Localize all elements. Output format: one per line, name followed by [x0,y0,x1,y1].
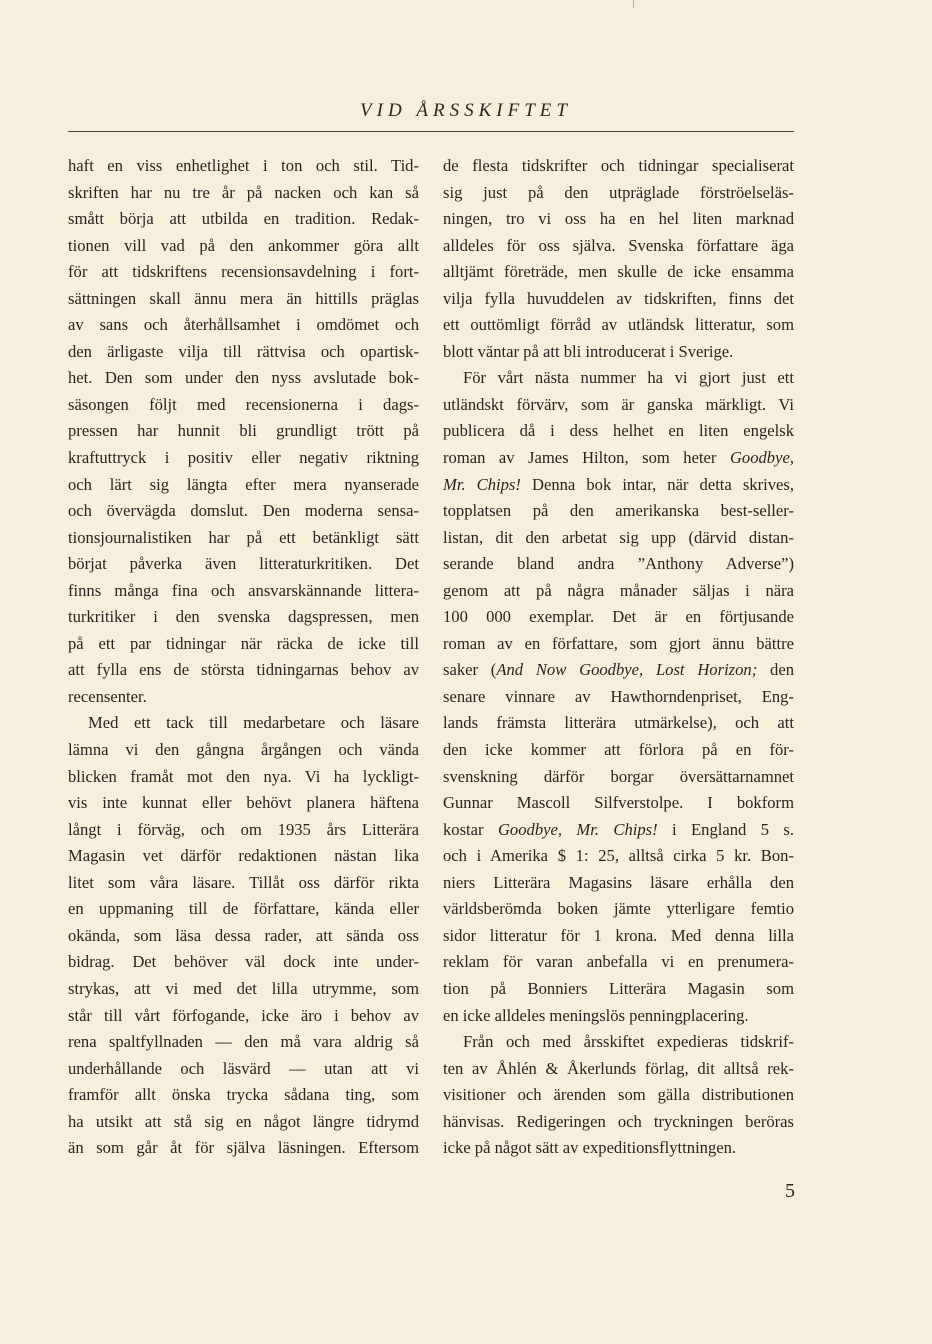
text-line: turkritiker i den svenska dagspressen, men [68,607,419,627]
right-column [443,153,794,1162]
text-line [443,817,794,844]
text-line: För vårt nästa nummer ha vi gjort just ett [463,368,794,388]
text-line: Från och med årsskiftet expedieras tidskrif- [463,1032,794,1052]
text-line: underhållande och läsvärd — utan att vi [68,1058,419,1078]
text-line: sig just på den utpräglade förströelseläs- [443,182,794,202]
text-line: reklam för varan anbefalla vi en prenumera- [443,952,794,972]
header-rule [68,131,794,132]
text-line: att fylla ens de största tidningarnas behov av [68,660,419,680]
italic-title: Goodbye, [729,448,794,468]
text-line: Magasin vet därför redaktionen nästan lika [68,846,419,866]
text-line: vis inte kunnat eller behövt planera häftena [68,793,419,813]
text-line: visitioner och ärenden som gälla distributionen [443,1085,794,1105]
text-line: kraftuttryck i positiv eller negativ riktning [68,448,419,468]
text-segment: i England 5 s. [657,819,795,839]
text-line: och i Amerika $ 1: 25, alltså cirka 5 kr. Bon- [443,846,794,866]
text-line: finns många fina och ansvarskännande littera- [68,580,419,600]
text-line: den icke kommer att förlora på en för- [443,740,794,760]
text-line: säsongen följt med recensionerna i dags- [68,394,419,414]
text-line: sättningen skall ännu mera än hittills präglas [68,288,419,308]
text-line: blott väntar på att bli introducerat i Sverige. [443,341,734,361]
text-segment: roman av James Hilton, som heter [443,448,730,468]
text-line: listan, dit den arbetat sig upp (därvid distan- [443,527,794,547]
text-line: och övervägda domslut. Den moderna sensa- [68,501,419,521]
left-column [68,153,419,1162]
text-line: rena spaltfyllnaden — den må vara aldrig så [68,1032,419,1052]
page-edge-mark [633,0,634,8]
text-line: skriften har nu tre år på nacken och kan så [68,182,419,202]
text-line: okända, som läsa dessa rader, att sända oss [68,925,419,945]
text-segment: kostar [443,819,498,839]
text-line [443,472,794,499]
text-segment: den [757,660,795,680]
text-line: ett outtömligt förråd av utländsk litteratur, som [443,315,794,335]
text-line: de flesta tidskrifter och tidningar specialiserat [443,156,794,175]
text-line: börjat påverka även litteraturkritiken. Det [68,554,419,574]
text-line: pressen har hunnit bli grundligt trött på [68,421,419,441]
text-line: den ärligaste vilja till rättvisa och opartisk- [68,341,419,361]
text-line: ha utsikt att stå sig en något längre tidrymd [68,1111,419,1131]
text-line: står till vårt förfogande, icke äro i behov av [68,1005,419,1025]
text-line: roman av en författare, som gjort ännu bättre [443,633,794,653]
text-line: icke på något sätt av expeditionsflyttningen. [443,1138,737,1158]
text-line: hänvisas. Redigeringen och tryckningen beröras [443,1111,794,1131]
text-line: recensenter. [68,686,147,706]
text-line: långt i förväg, och om 1935 års Litterära [68,819,419,839]
text-line: lämna vi den gångna årgången och vända [68,740,419,760]
text-segment: saker ( [443,660,497,680]
text-line: tionsjournalistiken har på ett betänkligt sätt [68,527,419,547]
text-line: framför allt önska trycka sådana ting, som [68,1085,419,1105]
text-segment: Denna bok intar, när detta skrives, [520,474,795,494]
text-line: bidrag. Det behöver väl dock inte under- [68,952,419,972]
text-line [443,657,794,684]
text-line: topplatsen på den amerikanska best-seller- [443,501,794,521]
text-line: vilja fylla huvuddelen av tidskriften, finns det [443,288,794,308]
text-line: tion på Bonniers Litterära Magasin som [443,978,794,998]
text-line: för att tidskriftens recensionsavdelning i fort- [68,262,419,282]
text-line: lands främsta litterära utmärkelse), och att [443,713,794,733]
text-line: serande bland andra ”Anthony Adverse”) [443,554,794,574]
text-line: sidor litteratur för 1 krona. Med denna lilla [443,925,794,945]
text-line: utländskt förvärv, som är ganska märkligt. Vi [443,394,794,414]
text-line: strykas, att vi med det lilla utrymme, som [68,978,419,998]
text-line: och lärt sig längta efter mera nyanserade [68,474,419,494]
text-line: världsberömda boken jämte ytterligare femtio [443,899,794,919]
text-line: haft en viss enhetlighet i ton och stil. Tid- [68,156,419,175]
text-line: ningen, tro vi oss ha en hel liten marknad [443,209,794,229]
text-line: en uppmaning till de författare, kända eller [68,899,419,919]
text-line: tionen vill vad på den ankommer göra allt [68,235,419,255]
text-line: än som går åt för själva läsningen. Eftersom [68,1138,419,1158]
text-line: smått börja att utbilda en tradition. Redak- [68,209,419,229]
text-line: alldeles för oss själva. Svenska författare äga [443,235,794,255]
text-line: publicera då i dess helhet en liten engelsk [443,421,794,441]
text-line: Gunnar Mascoll Silfverstolpe. I bokform [443,793,794,813]
running-header: VID ÅRSSKIFTET [360,100,572,121]
italic-title: Goodbye, Mr. Chips! [497,819,658,839]
text-line [443,445,794,472]
text-line: Med ett tack till medarbetare och läsare [88,713,419,733]
text-line: på ett par tidningar när räcka de icke till [68,633,419,653]
text-line: alltjämt företräde, men skulle de icke ensamma [443,262,794,282]
text-line: 100 000 exemplar. Det är en förtjusande [443,607,794,627]
text-line: niers Litterära Magasins läsare erhålla den [443,872,794,892]
text-line: blicken framåt mot den nya. Vi ha lyckligt- [68,766,419,786]
text-line: genom att på några månader säljas i nära [443,580,794,600]
italic-title: And Now Goodbye, Lost Horizon; [496,660,758,680]
text-line: en icke alldeles meningslös penningplacering. [443,1005,749,1025]
text-line: senare vinnare av Hawthorndenpriset, Eng- [443,686,794,706]
text-line: svenskning därför borgar översättarnamnet [443,766,794,786]
text-line: ten av Åhlén & Åkerlunds förlag, dit alltså rek- [443,1058,794,1078]
italic-title: Mr. Chips! [443,474,521,494]
text-line: av sans och återhållsamhet i omdömet och [68,315,419,335]
text-line: het. Den som under den nyss avslutade bok- [68,368,419,388]
page-number: 5 [785,1180,795,1202]
text-line: litet som våra läsare. Tillåt oss därför rikta [68,872,419,892]
